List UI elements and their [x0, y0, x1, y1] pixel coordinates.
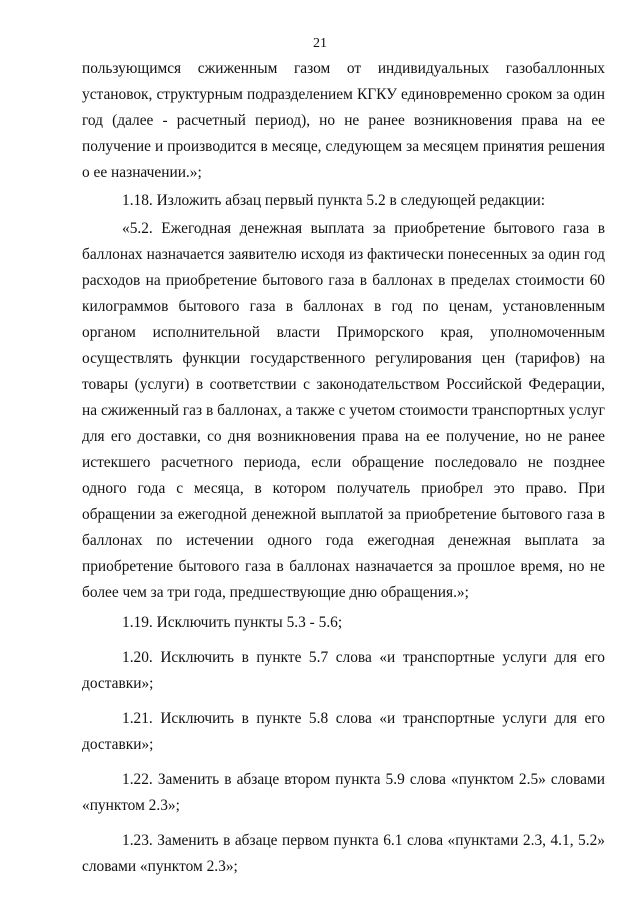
- paragraph-5-2-quote: «5.2. Ежегодная денежная выплата за приобретение бытового газа в баллонах назначается заявителю исходя из фактически понесенных за один год расходов на приобретение бытового газа в баллонах в пределах стоимости 60 килограммов бытового газа в баллонах в год по ценам, установленным органом исполнительной власти Приморского края, уполномоченным осуществлять функции государственного регулирования цен (тарифов) на товары (услуги) в соответствии с законодательством Российской Федерации, на сжиженный газ в баллонах, а также с учетом стоимости транспортных услуг для его доставки, со дня возникновения права на ее получение, но не ранее истекшего расчетного периода, если обращение последовало не позднее одного года с месяца, в котором получатель приобрел это право. При обращении за ежегодной денежной выплатой за приобретение бытового газа в баллонах по истечении одного года ежегодная денежная выплата за приобретение бытового газа в баллонах назначается за прошлое время, но не более чем за три года, предшествующие дню обращения.»;: [82, 220, 605, 601]
- document-body: [82, 56, 605, 882]
- page-number: 21: [313, 36, 327, 51]
- paragraph-1-20: 1.20. Исключить в пункте 5.7 слова «и транспортные услуги для его доставки»;: [82, 649, 605, 692]
- paragraph-1-18: 1.18. Изложить абзац первый пункта 5.2 в следующей редакции:: [122, 192, 546, 209]
- paragraph-1-22: 1.22. Заменить в абзаце втором пункта 5.9 слова «пунктом 2.5» словами «пунктом 2.3»;: [82, 771, 605, 814]
- paragraph-1-21: 1.21. Исключить в пункте 5.8 слова «и транспортные услуги для его доставки»;: [82, 710, 605, 753]
- paragraph-continuation: пользующимся сжиженным газом от индивидуальных газобаллонных установок, структурным подразделением КГКУ единовременно сроком за один год (далее - расчетный период), но не ранее возникновения права на ее получение и производится в месяце, следующем за месяцем принятия решения о ее назначении.»;: [82, 60, 605, 181]
- paragraph-1-19: 1.19. Исключить пункты 5.3 - 5.6;: [122, 614, 343, 631]
- paragraph-1-23: 1.23. Заменить в абзаце первом пункта 6.1 слова «пунктами 2.3, 4.1, 5.2» словами «пунктом 2.3»;: [82, 832, 605, 875]
